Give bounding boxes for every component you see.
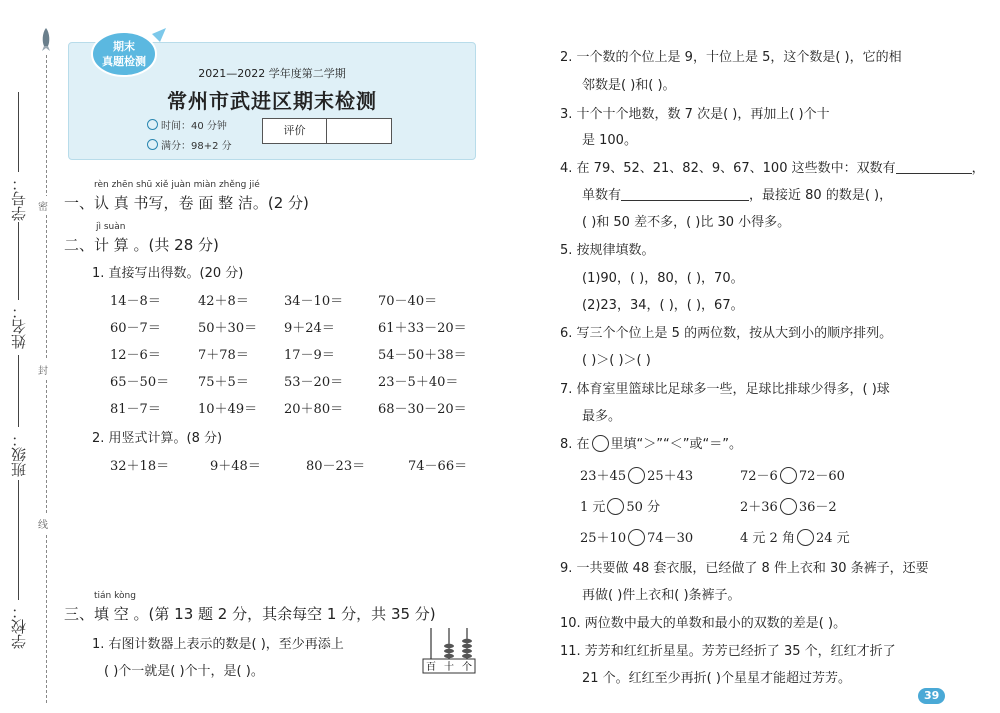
circle-icon	[592, 435, 609, 452]
q7-line2: 最多。	[582, 409, 622, 424]
name-label: 姓名：	[10, 304, 28, 349]
q3-1-line1: 1. 右图计数器上表示的数是( )，至少再添上	[92, 637, 344, 652]
compare-item: 25＋10 74－30	[580, 531, 694, 546]
q9-line2: 再做( )件上衣和( )条裤子。	[582, 588, 741, 603]
q4-line2: 单数有 ，最接近 80 的数是( )，	[582, 188, 893, 203]
q2-2-title: 2. 用竖式计算。(8 分)	[92, 431, 223, 446]
calc-item: 9＋24＝	[284, 321, 335, 336]
compare-item: 72－6 72－60	[740, 469, 845, 484]
calc-item: 12－6＝	[110, 348, 161, 363]
calc-item: 42＋8＝	[198, 294, 249, 309]
q11-line1: 11. 芳芳和红红折星星。芳芳已经折了 35 个，红红才折了	[560, 644, 896, 659]
q5-title: 5. 按规律填数。	[560, 243, 655, 258]
answer-blank[interactable]	[621, 200, 749, 201]
vertical-calc-item: 32＋18＝	[110, 459, 170, 474]
name-line	[18, 222, 19, 300]
section1-title: 一、认 真 书写，卷 面 整 洁。(2 分)	[64, 194, 309, 212]
calc-item: 53－20＝	[284, 375, 344, 390]
compare-item: 23＋45 25＋43	[580, 469, 694, 484]
q9-line1: 9. 一共要做 48 套衣服，已经做了 8 件上衣和 30 条裤子，还要	[560, 561, 929, 576]
calc-item: 61＋33－20＝	[378, 321, 467, 336]
compare-circle[interactable]	[797, 529, 814, 546]
section3-title: 三、填 空 。(第 13 题 2 分，其余每空 1 分，共 35 分)	[64, 605, 436, 623]
class-label: 班级：	[10, 432, 28, 477]
section2-title: 二、计 算 。(共 28 分)	[64, 236, 219, 254]
evaluation-box	[262, 118, 392, 144]
compare-item: 2＋36 36－2	[740, 500, 837, 515]
student-id-line	[18, 92, 19, 172]
evaluation-label: 评价	[263, 119, 327, 143]
seal-char: 密	[38, 196, 48, 215]
q8-title: 8. 在 里填“＞”“＜”或“＝”。	[560, 437, 742, 452]
compare-circle[interactable]	[607, 498, 624, 515]
rocket-icon	[40, 28, 52, 52]
compare-circle[interactable]	[780, 467, 797, 484]
compare-circle[interactable]	[628, 467, 645, 484]
vertical-calc-item: 80－23＝	[306, 459, 366, 474]
class-line	[18, 355, 19, 427]
calc-item: 23－5＋40＝	[378, 375, 459, 390]
q5-1: (1)90，( )，80，( )，70。	[582, 271, 744, 286]
student-id-label: 学号：	[10, 176, 28, 221]
q4-line3: ( )和 50 差不多，( )比 30 小得多。	[582, 215, 791, 230]
calc-item: 20＋80＝	[284, 402, 344, 417]
badge-line2: 真题检测	[102, 55, 146, 68]
compare-circle[interactable]	[780, 498, 797, 515]
q3-line1: 3. 十个十个地数，数 7 次是( )，再加上( )个十	[560, 107, 830, 122]
answer-blank[interactable]	[896, 173, 972, 174]
school-label: 学校：	[10, 604, 28, 649]
final-exam-badge	[90, 28, 168, 78]
section1-pinyin: rèn zhēn shū xiě juàn miàn zhěng jié	[94, 180, 260, 190]
q6-title: 6. 写三个个位上是 5 的两位数，按从大到小的顺序排列。	[560, 326, 893, 341]
abacus-icon	[422, 626, 476, 674]
calc-item: 14－8＝	[110, 294, 161, 309]
q7-line1: 7. 体育室里篮球比足球多一些，足球比排球少得多，( )球	[560, 382, 890, 397]
calc-item: 70－40＝	[378, 294, 438, 309]
calc-item: 50＋30＝	[198, 321, 258, 336]
time-limit: 时间：40 分钟	[147, 117, 227, 132]
school-line	[18, 480, 19, 600]
binding-margin	[0, 0, 62, 713]
exam-title: 常州市武进区期末检测	[167, 89, 377, 113]
section2-pinyin: jì suàn	[96, 222, 126, 232]
clock-icon	[147, 119, 158, 130]
q3-line2: 是 100。	[582, 133, 637, 148]
q2-1-title: 1. 直接写出得数。(20 分)	[92, 266, 244, 281]
calc-item: 81－7＝	[110, 402, 161, 417]
q10: 10. 两位数中最大的单数和最小的双数的差是( )。	[560, 616, 847, 631]
badge-line1: 期末	[113, 40, 135, 53]
compare-item: 4 元 2 角 24 元	[740, 531, 850, 546]
q11-line2: 21 个。红红至少再折( )个星星才能超过芳芳。	[582, 671, 851, 686]
calc-item: 17－9＝	[284, 348, 335, 363]
cut-line	[46, 55, 47, 703]
calc-item: 10＋49＝	[198, 402, 258, 417]
calc-item: 34－10＝	[284, 294, 344, 309]
abacus-label-hundreds: 百	[426, 662, 436, 673]
page-number: 39	[918, 688, 945, 704]
school-year: 2021—2022 学年度第二学期	[198, 67, 346, 80]
calc-item: 60－7＝	[110, 321, 161, 336]
q6-answer: ( )＞( )＞( )	[582, 353, 651, 368]
calc-item: 54－50＋38＝	[378, 348, 467, 363]
check-icon	[147, 139, 158, 150]
section3-pinyin: tián kòng	[94, 591, 136, 601]
abacus-label-ones: 个	[462, 662, 472, 673]
calc-item: 75＋5＝	[198, 375, 249, 390]
seal-char: 线	[38, 514, 48, 533]
q2-line1: 2. 一个数的个位上是 9，十位上是 5，这个数是( )，它的相	[560, 50, 902, 65]
compare-circle[interactable]	[628, 529, 645, 546]
vertical-calc-item: 74－66＝	[408, 459, 468, 474]
q2-line2: 邻数是( )和( )。	[582, 78, 676, 93]
q3-1-line2: ( )个一就是( )个十，是( )。	[104, 664, 264, 679]
q5-2: (2)23，34，( )，( )，67。	[582, 298, 744, 313]
seal-char: 封	[38, 360, 48, 379]
calc-item: 65－50＝	[110, 375, 170, 390]
calc-item: 68－30－20＝	[378, 402, 467, 417]
abacus-figure	[422, 626, 476, 674]
compare-item: 1 元 50 分	[580, 500, 661, 515]
calc-item: 7＋78＝	[198, 348, 249, 363]
full-score: 满分：98+2 分	[147, 137, 232, 152]
vertical-calc-item: 9＋48＝	[210, 459, 261, 474]
q4-line1: 4. 在 79、52、21、82、9、67、100 这些数中：双数有 ，	[560, 161, 985, 176]
abacus-label-tens: 十	[444, 662, 454, 673]
